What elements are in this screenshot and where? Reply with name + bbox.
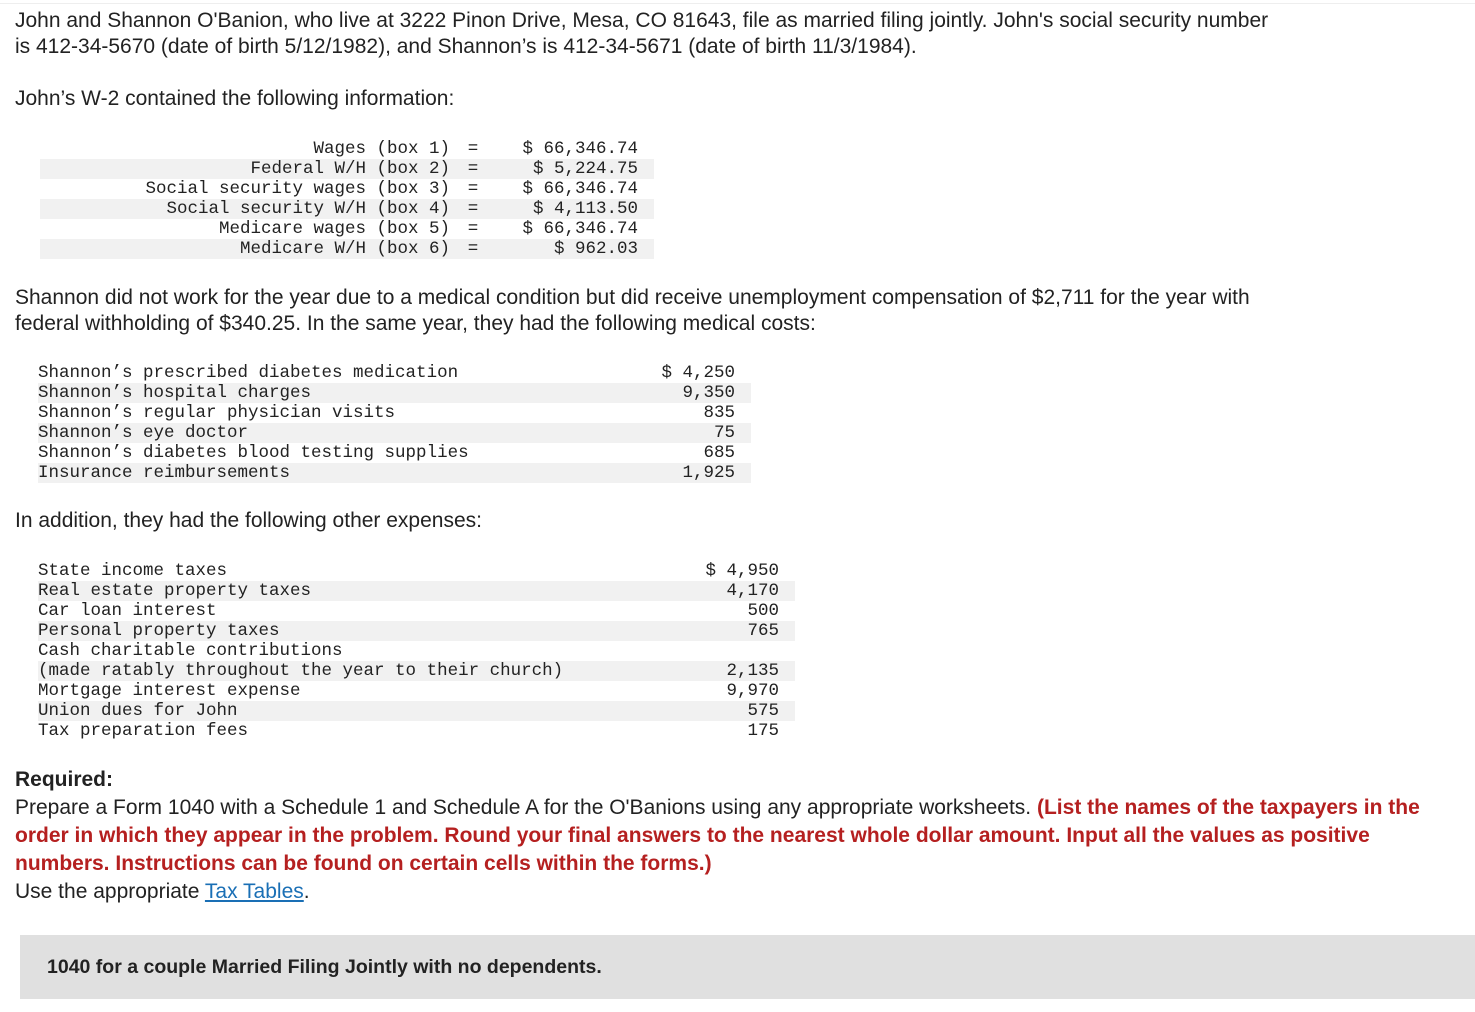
w2-box-label: Wages (box 1) [313, 139, 450, 159]
expense-row [38, 721, 795, 741]
w2-row [40, 199, 654, 219]
equals-sign: = [467, 139, 479, 159]
w2-box-amount: $ 5,224.75 [496, 159, 654, 179]
w2-box-label: Medicare wages (box 5) [218, 219, 450, 239]
medical-costs-table [38, 363, 751, 483]
expense-item-label: State income taxes [38, 561, 228, 581]
medical-row [38, 443, 751, 463]
equals-sign: = [467, 179, 479, 199]
shannon-line-1: Shannon did not work for the year due to a medical condition but did receive unemployment compensation of $2,711 for the year with [15, 286, 1250, 309]
expense-item-amount: 2,135 [682, 661, 795, 681]
shannon-line-2: federal withholding of $340.25. In the same year, they had the following medical costs: [15, 312, 816, 335]
use-prefix: Use the appropriate [15, 880, 200, 903]
w2-row [40, 219, 654, 239]
expense-item-label: Personal property taxes [38, 621, 682, 641]
expense-item-amount: 9,970 [726, 681, 779, 701]
w2-box-label: Social security wages (box 3) [145, 179, 450, 199]
medical-row [38, 463, 751, 483]
expense-row [38, 681, 795, 701]
expense-row [38, 701, 795, 721]
expense-item-amount: 765 [682, 621, 795, 641]
expense-item-label: Union dues for John [38, 701, 682, 721]
medical-row [38, 383, 751, 403]
expense-item-label: Car loan interest [38, 601, 217, 621]
medical-row [38, 363, 751, 383]
w2-row [40, 159, 654, 179]
expense-row [38, 621, 795, 641]
equals-sign: = [450, 199, 496, 219]
tax-tables-line [15, 878, 1445, 906]
w2-row [40, 139, 654, 159]
expense-row [38, 641, 795, 661]
medical-item-amount: 835 [703, 403, 735, 423]
expense-row [38, 601, 795, 621]
w2-row [40, 239, 654, 259]
form-banner: 1040 for a couple Married Filing Jointly with no dependents. [20, 935, 1475, 999]
medical-item-label: Shannon’s regular physician visits [38, 403, 396, 423]
medical-item-label: Shannon’s diabetes blood testing supplies [38, 443, 469, 463]
medical-item-amount: 685 [703, 443, 735, 463]
required-section [15, 766, 1445, 906]
medical-item-label: Shannon’s hospital charges [38, 383, 638, 403]
equals-sign: = [450, 159, 496, 179]
expense-item-amount: 500 [747, 601, 779, 621]
expense-row [38, 661, 795, 681]
medical-item-amount: 1,925 [638, 463, 751, 483]
intro-paragraph [15, 8, 1445, 60]
expense-item-amount: 175 [747, 721, 779, 741]
w2-box-label: Medicare W/H (box 6) [40, 239, 450, 259]
required-heading: Required: [15, 768, 114, 791]
expense-row [38, 581, 795, 601]
medical-item-amount: 75 [638, 423, 751, 443]
medical-item-amount: 9,350 [638, 383, 751, 403]
expense-item-amount [682, 641, 795, 661]
top-divider [0, 3, 1475, 4]
w2-box-label: Social security W/H (box 4) [40, 199, 450, 219]
w2-box-amount: $ 962.03 [496, 239, 654, 259]
w2-table [40, 139, 654, 259]
use-suffix: . [303, 880, 310, 903]
shannon-paragraph [15, 285, 1445, 337]
required-instructions: (List the names of the taxpayers in the order in which they appear in the problem. Round your final answers to the nearest whole dollar amount. Input all the values as positive numbers. Instructions can be found on certain cells within the forms.) [15, 796, 1420, 875]
medical-row [38, 423, 751, 443]
expense-item-amount: 4,170 [682, 581, 795, 601]
expense-item-label: (made ratably throughout the year to their church) [38, 661, 682, 681]
expense-item-label: Tax preparation fees [38, 721, 249, 741]
required-text-block [15, 794, 1445, 878]
medical-item-label: Shannon’s prescribed diabetes medication [38, 363, 459, 383]
other-expenses-table [38, 561, 795, 741]
medical-item-amount: $ 4,250 [661, 363, 735, 383]
w2-box-amount: $ 66,346.74 [522, 179, 638, 199]
expense-row [38, 561, 795, 581]
tax-tables-link[interactable]: Tax Tables [204, 880, 304, 903]
expense-item-amount: $ 4,950 [705, 561, 779, 581]
medical-item-label: Insurance reimbursements [38, 463, 638, 483]
other-expenses-intro: In addition, they had the following other expenses: [15, 509, 482, 532]
w2-intro: John’s W-2 contained the following information: [15, 87, 455, 110]
w2-row [40, 179, 654, 199]
equals-sign: = [450, 239, 496, 259]
w2-box-amount: $ 66,346.74 [522, 139, 638, 159]
w2-box-amount: $ 4,113.50 [496, 199, 654, 219]
medical-item-label: Shannon’s eye doctor [38, 423, 638, 443]
medical-row [38, 403, 751, 423]
expense-item-label: Mortgage interest expense [38, 681, 301, 701]
expense-item-amount: 575 [682, 701, 795, 721]
expense-item-label: Real estate property taxes [38, 581, 682, 601]
intro-line-2: is 412-34-5670 (date of birth 5/12/1982), and Shannon’s is 412-34-5671 (date of birth 11/3/1984). [15, 35, 917, 58]
w2-box-label: Federal W/H (box 2) [40, 159, 450, 179]
expense-item-label: Cash charitable contributions [38, 641, 343, 661]
intro-line-1: John and Shannon O'Banion, who live at 3222 Pinon Drive, Mesa, CO 81643, file as married filing jointly. John's social security number [15, 9, 1269, 32]
required-text: Prepare a Form 1040 with a Schedule 1 and Schedule A for the O'Banions using any appropriate worksheets. [15, 796, 1032, 819]
w2-box-amount: $ 66,346.74 [522, 219, 638, 239]
equals-sign: = [467, 219, 479, 239]
